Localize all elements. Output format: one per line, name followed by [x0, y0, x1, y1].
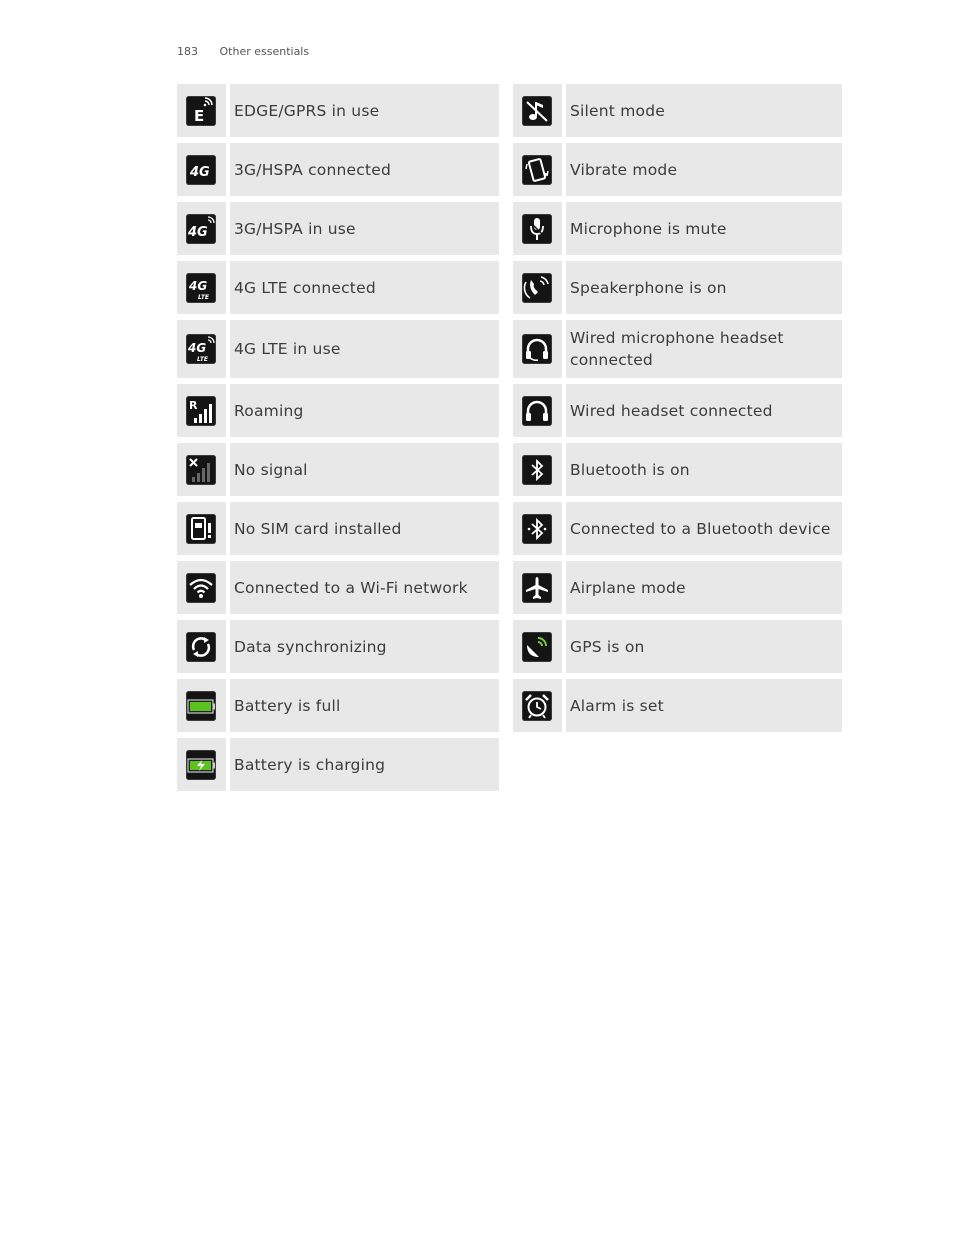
bluetooth-icon: [522, 455, 552, 485]
speakerphone-icon: [522, 273, 552, 303]
silent-mode-icon: [522, 96, 552, 126]
headset-mic-icon: [522, 334, 552, 364]
list-item: [513, 202, 842, 255]
list-item: [513, 384, 842, 437]
page-number: 183: [177, 45, 198, 58]
list-item: [177, 320, 499, 378]
4g-lte-in-use-icon: [186, 334, 216, 364]
item-label: Wired microphone headset connected: [570, 329, 784, 369]
svg-text:4G: 4G: [187, 341, 206, 355]
gps-icon: [522, 632, 552, 662]
alarm-icon: [522, 691, 552, 721]
list-item: [513, 320, 842, 378]
item-label: Silent mode: [570, 101, 665, 120]
svg-text:4G: 4G: [187, 224, 208, 240]
list-item: [513, 679, 842, 732]
item-label: No SIM card installed: [234, 519, 402, 538]
list-item: [177, 84, 499, 137]
svg-text:E: E: [193, 106, 204, 125]
list-item: [177, 738, 499, 791]
no-sim-icon: [186, 514, 216, 544]
svg-text:LTE: LTE: [196, 356, 208, 363]
roaming-icon: [186, 396, 216, 426]
list-item: [177, 679, 499, 732]
item-label: GPS is on: [570, 637, 645, 656]
item-label: Battery is charging: [234, 755, 386, 774]
svg-text:LTE: LTE: [197, 293, 209, 301]
list-item: [177, 443, 499, 496]
item-label: EDGE/GPRS in use: [234, 101, 380, 120]
item-label: Vibrate mode: [570, 160, 678, 179]
list-item: [177, 202, 499, 255]
svg-text:4G: 4G: [188, 278, 207, 293]
list-item: [177, 561, 499, 614]
left-column: [177, 84, 499, 797]
headset-icon: [522, 396, 552, 426]
list-item: [513, 84, 842, 137]
item-label: Roaming: [234, 401, 304, 420]
item-label: Alarm is set: [570, 696, 664, 715]
list-item: [513, 502, 842, 555]
item-label: 3G/HSPA in use: [234, 219, 356, 238]
list-item: [513, 261, 842, 314]
edge-gprs-icon: [186, 96, 216, 126]
page-header: [177, 45, 309, 58]
item-label: Connected to a Wi-Fi network: [234, 578, 468, 597]
list-item: [177, 143, 499, 196]
item-label: Microphone is mute: [570, 219, 727, 238]
list-item: [513, 561, 842, 614]
section-title: Other essentials: [219, 45, 310, 58]
svg-text:4G: 4G: [189, 164, 210, 180]
4g-icon: [186, 155, 216, 185]
item-label: Bluetooth is on: [570, 460, 690, 479]
4g-in-use-icon: [186, 214, 216, 244]
item-label: Wired headset connected: [570, 401, 773, 420]
list-item: [177, 261, 499, 314]
airplane-icon: [522, 573, 552, 603]
bluetooth-connected-icon: [522, 514, 552, 544]
item-label: Speakerphone is on: [570, 278, 727, 297]
sync-icon: [186, 632, 216, 662]
battery-charging-icon: [186, 750, 216, 780]
item-label: 4G LTE in use: [234, 340, 341, 358]
list-item: [177, 620, 499, 673]
item-label: Airplane mode: [570, 578, 686, 597]
item-label: 4G LTE connected: [234, 278, 376, 297]
list-item: [513, 143, 842, 196]
item-label: Data synchronizing: [234, 637, 387, 656]
4g-lte-icon: [186, 273, 216, 303]
list-item: [513, 620, 842, 673]
mic-mute-icon: [522, 214, 552, 244]
item-label: 3G/HSPA connected: [234, 160, 392, 179]
right-column: [513, 84, 842, 738]
list-item: [513, 443, 842, 496]
list-item: [177, 384, 499, 437]
battery-full-icon: [186, 691, 216, 721]
vibrate-icon: [522, 155, 552, 185]
item-label: Battery is full: [234, 696, 341, 715]
no-signal-icon: [186, 455, 216, 485]
wifi-icon: [186, 573, 216, 603]
list-item: [177, 502, 499, 555]
item-label: Connected to a Bluetooth device: [570, 519, 831, 538]
item-label: No signal: [234, 460, 308, 479]
svg-text:R: R: [188, 398, 197, 412]
